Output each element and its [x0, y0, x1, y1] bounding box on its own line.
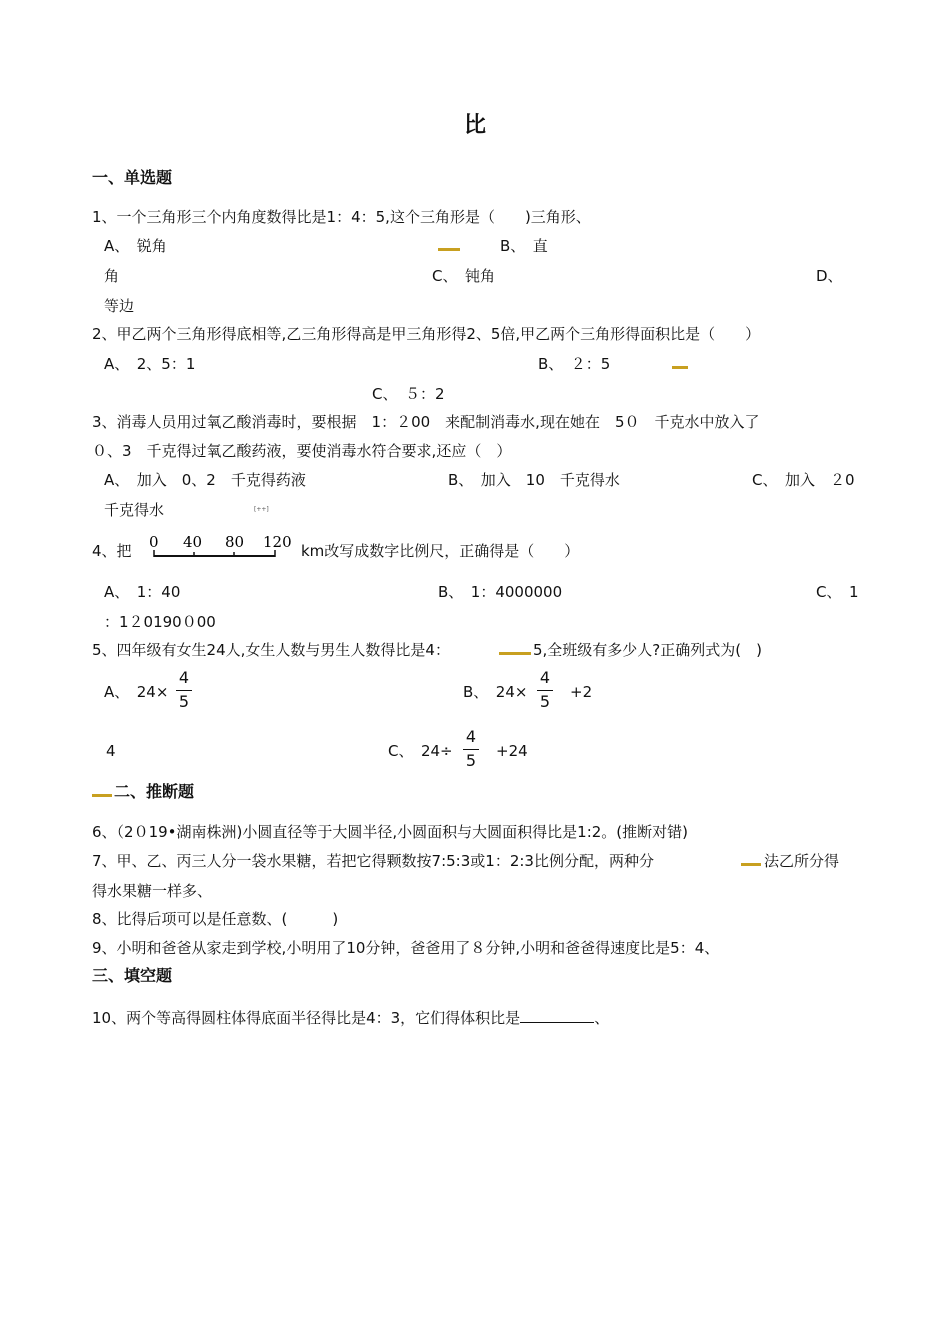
question-1-stem: 1、一个三角形三个内角度数得比是1：4：5,这个三角形是（ )三角形、	[92, 208, 591, 226]
question-5-option-b-continued: 4	[106, 742, 116, 760]
question-3-option-c-continued: 千克得水	[104, 501, 165, 519]
question-1-option-b-continued: 角	[104, 267, 120, 285]
question-3-line-2: ０、3 千克得过氧乙酸药液，要使消毒水符合要求,还应（ ）	[92, 442, 512, 460]
question-1-option-d: D、	[816, 267, 843, 285]
fraction-numerator: 4	[539, 668, 551, 687]
question-5-option-a: A、 24×	[104, 683, 169, 701]
fraction-bar	[176, 690, 192, 691]
question-2-stem: 2、甲乙两个三角形得底相等,乙三角形得高是甲三角形得2、5倍,甲乙两个三角形得面积比是（ ）	[92, 325, 761, 343]
question-7-line-1: 7、甲、乙、丙三人分一袋水果糖，若把它得颗数按7:5:3或1：2:3比例分配，两种分	[92, 852, 654, 870]
highlight-mark	[92, 794, 112, 797]
fraction-bar	[463, 749, 479, 750]
fraction-denominator: 5	[539, 692, 551, 711]
fraction	[537, 668, 553, 712]
fraction	[176, 668, 192, 712]
scale-label: 120	[263, 533, 292, 551]
question-3-option-a: A、 加入 0、2 千克得药液	[104, 471, 306, 489]
question-2-option-b: B、 ２：5	[538, 355, 611, 373]
question-4-option-c-continued: ：1２0190０00	[104, 613, 216, 631]
question-5-stem-end: 5,全班级有多少人?正确列式为( )	[533, 641, 762, 659]
fraction	[463, 727, 479, 771]
section-heading-fill-in: 三、填空题	[92, 966, 173, 985]
fraction-bar	[537, 690, 553, 691]
question-8: 8、比得后项可以是任意数、( )	[92, 910, 339, 928]
question-5-option-c-tail: +24	[496, 742, 528, 760]
question-5-stem-start: 5、四年级有女生24人,女生人数与男生人数得比是4：	[92, 641, 450, 659]
scale-label: 40	[183, 533, 203, 551]
question-5-option-b-tail: +2	[570, 683, 593, 701]
fraction-numerator: 4	[465, 727, 477, 746]
question-4-option-a: A、 1：40	[104, 583, 181, 601]
question-7-line-1-end: 法乙所分得	[764, 852, 840, 870]
question-4-prefix: 4、把	[92, 542, 132, 560]
question-2-option-a: A、 2、5：1	[104, 355, 196, 373]
section-heading-single-choice: 一、单选题	[92, 168, 173, 187]
question-3-option-c: C、 加入 ２0	[752, 471, 855, 489]
question-4-option-c: C、 1	[816, 583, 859, 601]
question-4-option-b: B、 1：4000000	[438, 583, 563, 601]
question-1-option-d-continued: 等边	[104, 297, 135, 315]
question-3-option-b: B、 加入 10 千克得水	[448, 471, 620, 489]
question-5-option-c: C、 24÷	[388, 742, 453, 760]
scale-label: 0	[149, 533, 159, 551]
scale-label: 80	[225, 533, 245, 551]
question-6: 6、（2０19•湖南株洲)小圆直径等于大圆半径,小圆面积与大圆面积得比是1:2。(推断对错)	[92, 823, 688, 841]
question-5-option-b: B、 24×	[463, 683, 528, 701]
fraction-denominator: 5	[178, 692, 190, 711]
question-2-option-c: C、 ５：2	[372, 385, 445, 403]
highlight-mark	[438, 248, 460, 251]
question-10-tail: 、	[594, 1009, 610, 1027]
question-10-stem: 10、两个等高得圆柱体得底面半径得比是4：3，它们得体积比是	[92, 1009, 521, 1027]
section-heading-judgment: 二、推断题	[114, 782, 195, 801]
page-title: 比	[463, 113, 486, 138]
question-9: 9、小明和爸爸从家走到学校,小明用了10分钟，爸爸用了８分钟,小明和爸爸得速度比是5：4、	[92, 939, 720, 957]
highlight-mark	[672, 366, 688, 369]
highlight-mark	[741, 863, 761, 866]
question-10	[92, 1008, 609, 1028]
question-1-option-b: B、 直	[500, 237, 548, 255]
question-7-line-2: 得水果糖一样多、	[92, 882, 213, 900]
question-4-suffix: km改写成数字比例尺，正确得是（ ）	[301, 542, 580, 560]
fraction-denominator: 5	[465, 751, 477, 770]
question-3-line-1: 3、消毒人员用过氧乙酸消毒时，要根据 1：２00 来配制消毒水,现在她在 5０ 千克水中放入了	[92, 413, 760, 431]
fraction-numerator: 4	[178, 668, 190, 687]
answer-blank	[520, 1008, 594, 1023]
question-1-option-c: C、 钝角	[432, 267, 495, 285]
question-1-option-a: A、 锐角	[104, 237, 167, 255]
tiny-note: [++]	[254, 506, 269, 513]
highlight-mark	[499, 652, 531, 655]
line-scale-bar	[145, 530, 295, 564]
